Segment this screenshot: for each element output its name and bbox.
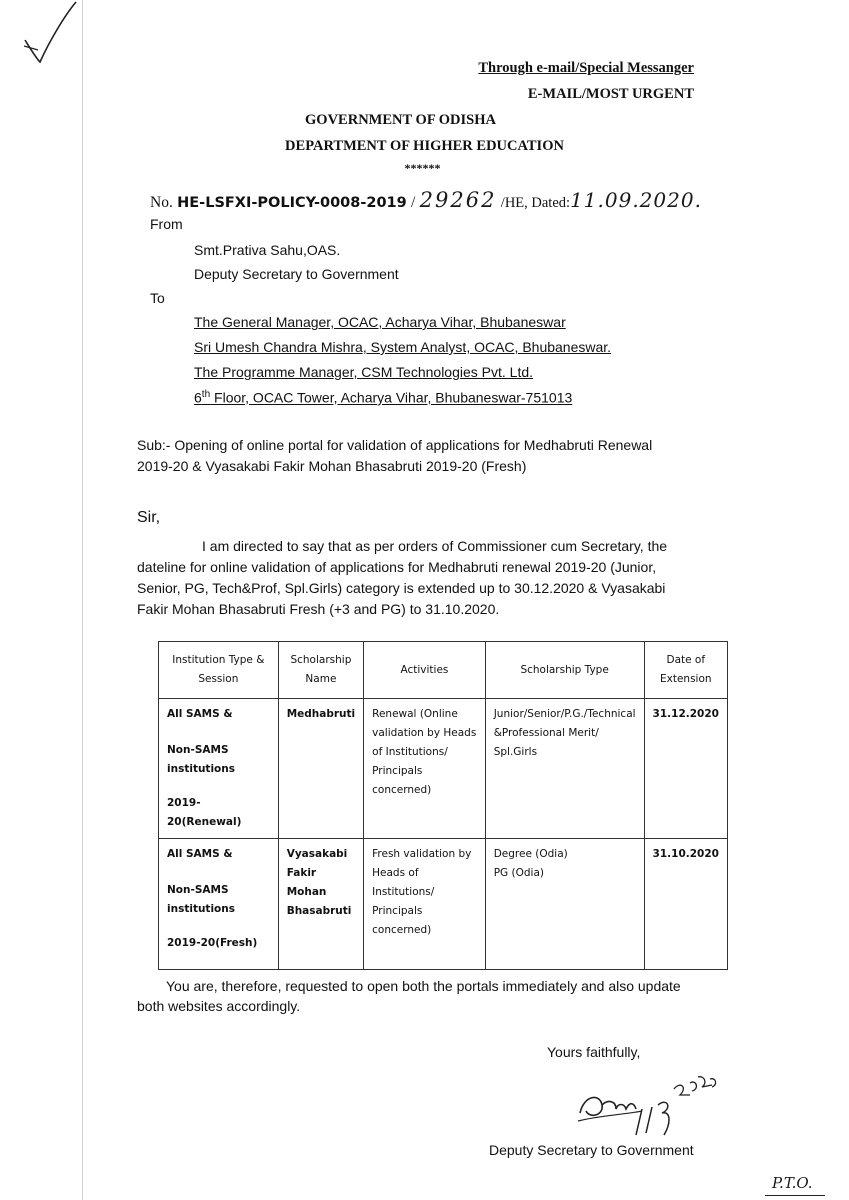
ref-dated-label: /HE, Dated: <box>500 195 571 211</box>
body-line-3: Senior, PG, Tech&Prof, Spl.Girls) category is extended up to 30.12.2020 & Vyasakabi <box>137 580 666 596</box>
th-institution-line2: Session <box>198 673 239 685</box>
subject-line-2: 2019-20 & Vyasakabi Fakir Mohan Bhasabruti 2019-20 (Fresh) <box>137 458 527 474</box>
floor-number: 6 <box>194 389 202 406</box>
floor-suffix: th <box>201 389 211 400</box>
body-line-4: Fakir Mohan Bhasabruti Fresh (+3 and PG) to 31.10.2020. <box>137 601 500 617</box>
to-line-2: Sri Umesh Chandra Mishra, System Analyst, OCAC, Bhubaneswar. <box>194 339 612 355</box>
extension-table <box>158 641 728 970</box>
th-date-line2: Extension <box>660 673 712 685</box>
yours-faithfully: Yours faithfully, <box>547 1044 641 1060</box>
th-institution <box>159 642 279 699</box>
body-line-1: I am directed to say that as per orders of Commissioner cum Secretary, the <box>202 538 668 554</box>
cell-type-line: Junior/Senior/P.G./Technical <box>493 708 636 720</box>
subject-line-1: Sub:- Opening of online portal for validation of applications for Medhabruti Renewal <box>137 437 653 453</box>
cell-type-line: Spl.Girls <box>493 746 538 758</box>
to-line-3: The Programme Manager, CSM Technologies Pvt. Ltd. <box>194 364 534 380</box>
cell-inst-line: 2019-20(Fresh) <box>167 937 258 949</box>
table-row <box>159 839 728 970</box>
cell-date: 31.12.2020 <box>644 699 727 839</box>
cell-act-line: Principals concerned) <box>372 765 432 796</box>
cell-inst-line: institutions <box>167 903 235 915</box>
government-title: GOVERNMENT OF ODISHA <box>305 112 496 128</box>
ref-code: HE-LSFXI-POLICY-0008-2019 <box>177 195 407 211</box>
from-label: From <box>150 216 183 232</box>
th-name-line2: Name <box>305 673 337 685</box>
cell-name-line: Medhabruti <box>286 708 356 720</box>
th-scholarship-type: Scholarship Type <box>485 642 644 699</box>
cell-inst-line: All SAMS & <box>167 848 233 860</box>
cell-date: 31.10.2020 <box>644 839 727 970</box>
cell-inst-line: All SAMS & <box>167 708 233 720</box>
th-institution-line1: Institution Type & <box>172 654 265 666</box>
cell-type-line: &Professional Merit/ <box>493 727 599 739</box>
cell-act-line: Heads of Institutions/ <box>372 867 435 898</box>
pto-underline <box>765 1195 825 1196</box>
cell-inst-line: Non-SAMS <box>167 884 229 896</box>
cell-activities <box>364 699 486 839</box>
cell-scholarship-type <box>485 699 644 839</box>
th-scholarship-name <box>278 642 363 699</box>
cell-name-line: Fakir <box>286 867 317 879</box>
stars-divider: ****** <box>404 161 441 175</box>
cell-inst-line: 2019-20(Renewal) <box>167 797 242 828</box>
th-name-line1: Scholarship <box>290 654 352 666</box>
from-designation: Deputy Secretary to Government <box>194 266 399 282</box>
cell-act-line: validation by Heads <box>372 727 477 739</box>
cell-act-line: Renewal (Online <box>372 708 458 720</box>
cell-scholarship-type <box>485 839 644 970</box>
cell-scholarship-name <box>278 839 363 970</box>
cell-activities <box>364 839 486 970</box>
ref-slash: / <box>411 194 416 211</box>
cell-name-line: Mohan <box>286 886 327 898</box>
table-row <box>159 699 728 839</box>
cell-institution <box>159 699 279 839</box>
to-label: To <box>150 290 165 306</box>
department-title: DEPARTMENT OF HIGHER EDUCATION <box>285 138 564 154</box>
cell-inst-line: institutions <box>167 763 235 775</box>
closing-line-1: You are, therefore, requested to open both the portals immediately and also update <box>166 978 681 994</box>
ref-no-label: No. <box>150 194 173 211</box>
to-line-4 <box>194 389 572 406</box>
cell-name-line: Bhasabruti <box>286 905 352 917</box>
th-activities: Activities <box>364 642 486 699</box>
cell-act-line: of Institutions/ <box>372 746 448 758</box>
cell-type-line: PG (Odia) <box>493 867 544 879</box>
urgency-line: E-MAIL/MOST URGENT <box>527 86 694 102</box>
pto-note: P.T.O. <box>772 1174 813 1192</box>
ref-number: 29262 <box>419 188 497 212</box>
body-line-2: dateline for online validation of applications for Medhabruti renewal 2019-20 (Junior, <box>137 559 657 575</box>
salutation: Sir, <box>137 509 161 526</box>
signer-designation: Deputy Secretary to Government <box>489 1142 694 1158</box>
cell-institution <box>159 839 279 970</box>
cell-inst-line: Non-SAMS <box>167 744 229 756</box>
floor-address: Floor, OCAC Tower, Acharya Vihar, Bhubaneswar-751013 <box>214 389 573 406</box>
through-line: Through e-mail/Special Messanger <box>478 60 694 76</box>
closing-line-2: both websites accordingly. <box>137 998 301 1014</box>
cell-act-line: Fresh validation by <box>372 848 472 860</box>
checkmark-icon <box>10 0 80 70</box>
table-header-row <box>159 642 728 699</box>
th-date <box>644 642 727 699</box>
cell-act-line: Principals concerned) <box>372 905 432 936</box>
th-date-line1: Date of <box>666 654 706 666</box>
cell-scholarship-name <box>278 699 363 839</box>
cell-type-line: Degree (Odia) <box>493 848 568 860</box>
from-name: Smt.Prativa Sahu,OAS. <box>194 242 341 258</box>
reference-line <box>150 188 702 212</box>
to-line-1: The General Manager, OCAC, Acharya Vihar, Bhubaneswar <box>194 314 566 330</box>
signature-image <box>572 1075 722 1145</box>
page-border-line <box>82 0 83 1200</box>
ref-date: 11.09.2020. <box>570 188 702 212</box>
cell-name-line: Vyasakabi <box>286 848 348 860</box>
